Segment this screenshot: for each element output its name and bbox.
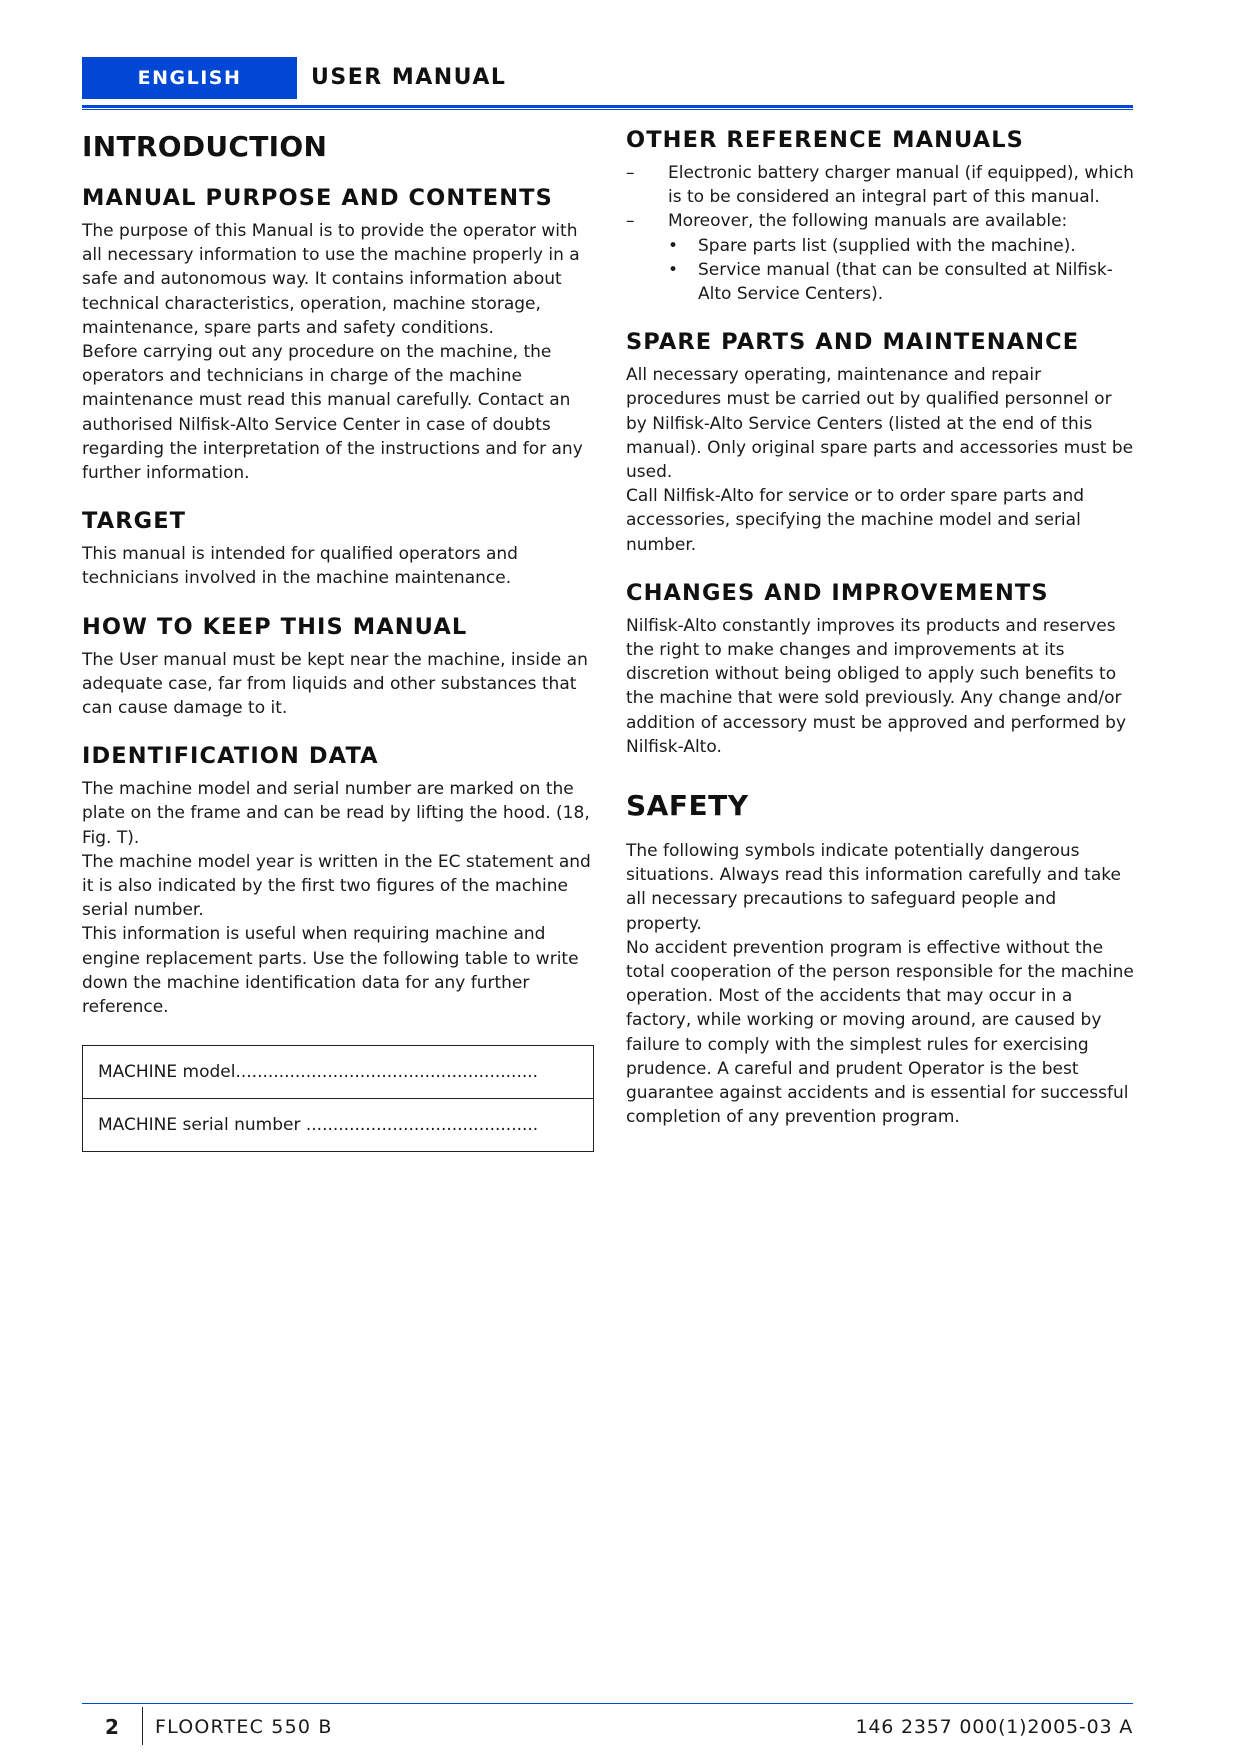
keep-paragraph: The User manual must be kept near the machine, inside an adequate case, far from liquids and other substances that can cause damage to it. <box>82 649 588 719</box>
purpose-heading: MANUAL PURPOSE AND CONTENTS <box>82 185 553 211</box>
right-column <box>626 120 1136 1130</box>
purpose-paragraph-1: The purpose of this Manual is to provide the operator with all necessary information to use the machine properly in a safe and autonomous way. It contains information about technical characteristics, operation, machine storage, maintenance, spare parts and safety conditions. <box>82 221 580 338</box>
dash-marker: – <box>626 163 635 183</box>
spare-parts-heading: SPARE PARTS AND MAINTENANCE <box>626 329 1080 356</box>
list-item-text: Service manual (that can be consulted at Nilfisk-Alto Service Centers). <box>698 259 1113 305</box>
left-column <box>82 120 592 1152</box>
list-item-text: Spare parts list (supplied with the machine). <box>698 235 1076 256</box>
identification-table <box>82 1045 594 1152</box>
identification-paragraph-1: The machine model and serial number are marked on the plate on the frame and can be read by lifting the hood. (18, Fig. T). <box>82 779 590 848</box>
spare-parts-paragraph-2: Call Nilfisk-Alto for service or to order spare parts and accessories, specifying the machine model and serial number. <box>626 486 1085 555</box>
target-heading: TARGET <box>82 508 187 535</box>
bullet-marker: • <box>668 235 679 256</box>
spare-parts-paragraph-1: All necessary operating, maintenance and repair procedures must be carried out by qualified personnel or by Nilfisk-Alto Service Centers (listed at the end of this manual). Only original spare parts and accessories must be used. <box>626 365 1134 483</box>
safety-title: SAFETY <box>626 789 749 823</box>
list-item-text: Moreover, the following manuals are available: <box>668 211 1068 232</box>
identification-paragraph-3: This information is useful when requiring machine and engine replacement parts. Use the following table to write down the machine identification data for any further reference. <box>82 924 579 1018</box>
changes-paragraph: Nilfisk-Alto constantly improves its products and reserves the right to make changes and improvements at its discretion without being obliged to apply such benefits to the machine that were sold previously. Any change and/or addition of accessory must be approved and performed by Nilfisk-Alto. <box>626 615 1127 757</box>
identification-paragraph-2: The machine model year is written in the EC statement and it is also indicated by the first two figures of the machine serial number. <box>82 851 591 921</box>
identification-heading: IDENTIFICATION DATA <box>82 743 379 770</box>
document-code: 146 2357 000(1)2005-03 A <box>855 1716 1133 1738</box>
other-manuals-heading: OTHER REFERENCE MANUALS <box>626 127 1024 153</box>
machine-model-field[interactable]: MACHINE model........................................................ <box>98 1062 539 1083</box>
list-item <box>626 234 1136 258</box>
list-item <box>626 161 1136 209</box>
bullet-marker: • <box>668 259 679 280</box>
list-item <box>626 258 1136 306</box>
footer-separator <box>142 1707 143 1745</box>
page-number: 2 <box>105 1715 119 1739</box>
language-tab: ENGLISH <box>82 57 297 99</box>
changes-heading: CHANGES AND IMPROVEMENTS <box>626 579 1049 606</box>
keep-heading: HOW TO KEEP THIS MANUAL <box>82 613 468 640</box>
machine-model-name: FLOORTEC 550 B <box>155 1716 333 1738</box>
machine-serial-field[interactable]: MACHINE serial number ........................................... <box>83 1098 593 1151</box>
safety-paragraph-2: No accident prevention program is effective without the total cooperation of the person responsible for the machine operation. Most of the accidents that may occur in a factory, while working or moving around, are caused by failure to comply with the simplest rules for exercising prudence. A careful and prudent Operator is the best guarantee against accidents and is essential for successful completion of any prevention program. <box>626 937 1134 1128</box>
list-item-text: Electronic battery charger manual (if equipped), which is to be considered an integral part of this manual. <box>668 163 1134 208</box>
manual-title: USER MANUAL <box>311 65 507 90</box>
header-rule-thin <box>82 109 1133 110</box>
list-item <box>626 209 1136 233</box>
purpose-paragraph-2: Before carrying out any procedure on the machine, the operators and technicians in charge of the machine maintenance must read this manual carefully. Contact an authorised Nilfisk-Alto Service Center in case of doubts regarding the interpretation of the instructions and for any further information. <box>82 342 583 484</box>
safety-paragraph-1: The following symbols indicate potentially dangerous situations. Always read this information carefully and take all necessary precautions to safeguard people and property. <box>626 841 1121 934</box>
target-paragraph: This manual is intended for qualified operators and technicians involved in the machine maintenance. <box>82 544 518 589</box>
footer-rule <box>82 1703 1133 1704</box>
dash-marker: – <box>626 211 635 232</box>
header-rule-thick <box>82 105 1133 108</box>
introduction-title: INTRODUCTION <box>82 130 328 163</box>
